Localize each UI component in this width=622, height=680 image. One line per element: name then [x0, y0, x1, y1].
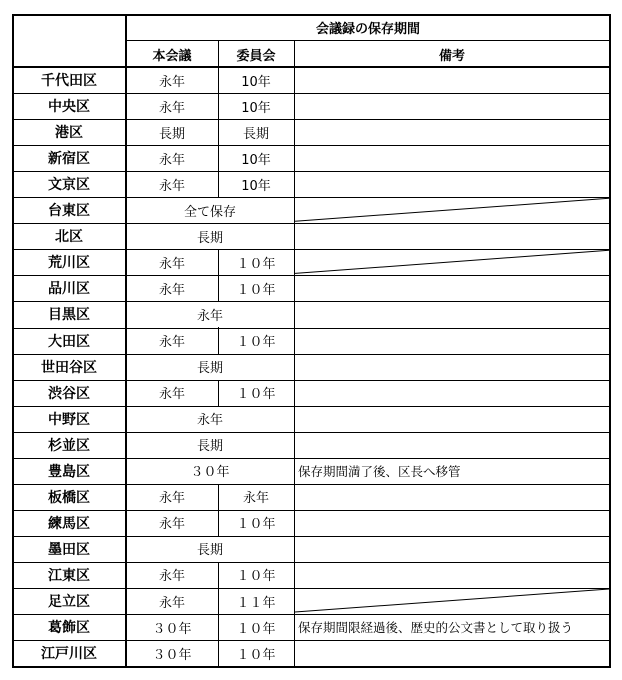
- ward-name: 足立区: [48, 594, 90, 611]
- note-cell: [294, 249, 610, 275]
- ward-name: 新宿区: [48, 151, 90, 168]
- ward-name: 墨田区: [48, 541, 90, 558]
- ward-name: 杉並区: [48, 437, 90, 454]
- merged-retention-value: 長期: [196, 361, 223, 377]
- main-session-retention: 永年: [158, 335, 185, 351]
- note-cell: [294, 432, 610, 458]
- main-session-retention: 永年: [158, 178, 185, 194]
- ward-name: 港区: [55, 125, 83, 142]
- ward-name: 練馬区: [48, 515, 90, 532]
- note-cell: [294, 328, 610, 354]
- committee-retention: 長期: [242, 126, 269, 142]
- ward-name: 世田谷区: [41, 359, 97, 376]
- ward-name: 千代田区: [41, 73, 97, 90]
- main-session-retention: 永年: [158, 517, 185, 533]
- ward-name: 江戸川区: [41, 646, 97, 663]
- note-cell: [294, 510, 610, 536]
- main-session-retention: ３０年: [152, 647, 192, 663]
- note-cell: [294, 406, 610, 432]
- merged-retention-value: 永年: [196, 413, 223, 429]
- committee-retention: １０年: [236, 335, 276, 351]
- note-cell: [294, 197, 610, 223]
- note-cell: 保存期間満了後、区長へ移管: [298, 463, 461, 479]
- ward-name: 中野区: [48, 411, 90, 428]
- main-session-retention: 長期: [158, 126, 185, 142]
- ward-name: 江東区: [48, 567, 90, 584]
- ward-name: 文京区: [48, 177, 90, 194]
- main-session-retention: 永年: [158, 100, 185, 116]
- ward-name: 豊島区: [48, 463, 90, 480]
- ward-name: 中央区: [48, 99, 90, 116]
- main-session-retention: 永年: [158, 74, 185, 90]
- ward-name: 葛飾区: [48, 620, 90, 637]
- note-cell: [294, 145, 610, 171]
- committee-retention: １０年: [236, 647, 276, 663]
- main-session-retention: 永年: [158, 387, 185, 403]
- committee-retention: 10年: [241, 178, 271, 194]
- main-session-retention: 永年: [158, 282, 185, 298]
- committee-retention: 永年: [242, 491, 269, 507]
- note-cell: [294, 354, 610, 380]
- committee-retention: １０年: [236, 256, 276, 272]
- note-cell: [294, 171, 610, 197]
- committee-retention: 10年: [241, 74, 271, 90]
- note-cell: [294, 484, 610, 510]
- note-cell: [294, 562, 610, 588]
- note-cell: [294, 380, 610, 406]
- note-cell: [294, 119, 610, 145]
- committee-retention: １０年: [236, 517, 276, 533]
- note-cell: [294, 588, 610, 614]
- committee-retention: 10年: [241, 100, 271, 116]
- note-cell: [294, 640, 610, 666]
- committee-retention: １０年: [236, 569, 276, 585]
- ward-name: 渋谷区: [48, 385, 90, 402]
- main-session-retention: 永年: [158, 595, 185, 611]
- merged-retention-value: 長期: [196, 230, 223, 246]
- header-notes: 備考: [438, 48, 465, 64]
- main-session-retention: ３０年: [152, 621, 192, 637]
- note-cell: [294, 93, 610, 119]
- committee-retention: 10年: [241, 152, 271, 168]
- merged-retention-value: 全て保存: [183, 204, 236, 220]
- committee-retention: １０年: [236, 387, 276, 403]
- note-cell: [294, 223, 610, 249]
- merged-retention-value: ３０年: [190, 465, 230, 481]
- header-group-title: 会議録の保存期間: [315, 22, 420, 37]
- main-session-retention: 永年: [158, 256, 185, 272]
- ward-name: 板橋区: [48, 489, 90, 506]
- note-cell: [294, 275, 610, 301]
- main-session-retention: 永年: [158, 491, 185, 507]
- merged-retention-value: 長期: [196, 543, 223, 559]
- main-session-retention: 永年: [158, 569, 185, 585]
- committee-retention: １０年: [236, 621, 276, 637]
- ward-name: 品川区: [48, 281, 90, 298]
- header-main-session: 本会議: [152, 48, 192, 64]
- ward-name: 目黒区: [48, 307, 90, 324]
- ward-name: 荒川区: [48, 255, 90, 272]
- note-cell: [294, 301, 610, 327]
- merged-retention-value: 長期: [196, 439, 223, 455]
- merged-retention-value: 永年: [196, 308, 223, 324]
- note-cell: [294, 536, 610, 562]
- note-cell: 保存期間限経過後、歴史的公文書として取り扱う: [298, 620, 574, 636]
- committee-retention: １１年: [236, 595, 276, 611]
- note-cell: [294, 67, 610, 93]
- committee-retention: １０年: [236, 282, 276, 298]
- ward-name: 台東区: [48, 203, 90, 220]
- main-session-retention: 永年: [158, 152, 185, 168]
- ward-name: 北区: [55, 229, 83, 246]
- header-committee: 委員会: [236, 48, 276, 64]
- ward-name: 大田区: [48, 333, 90, 350]
